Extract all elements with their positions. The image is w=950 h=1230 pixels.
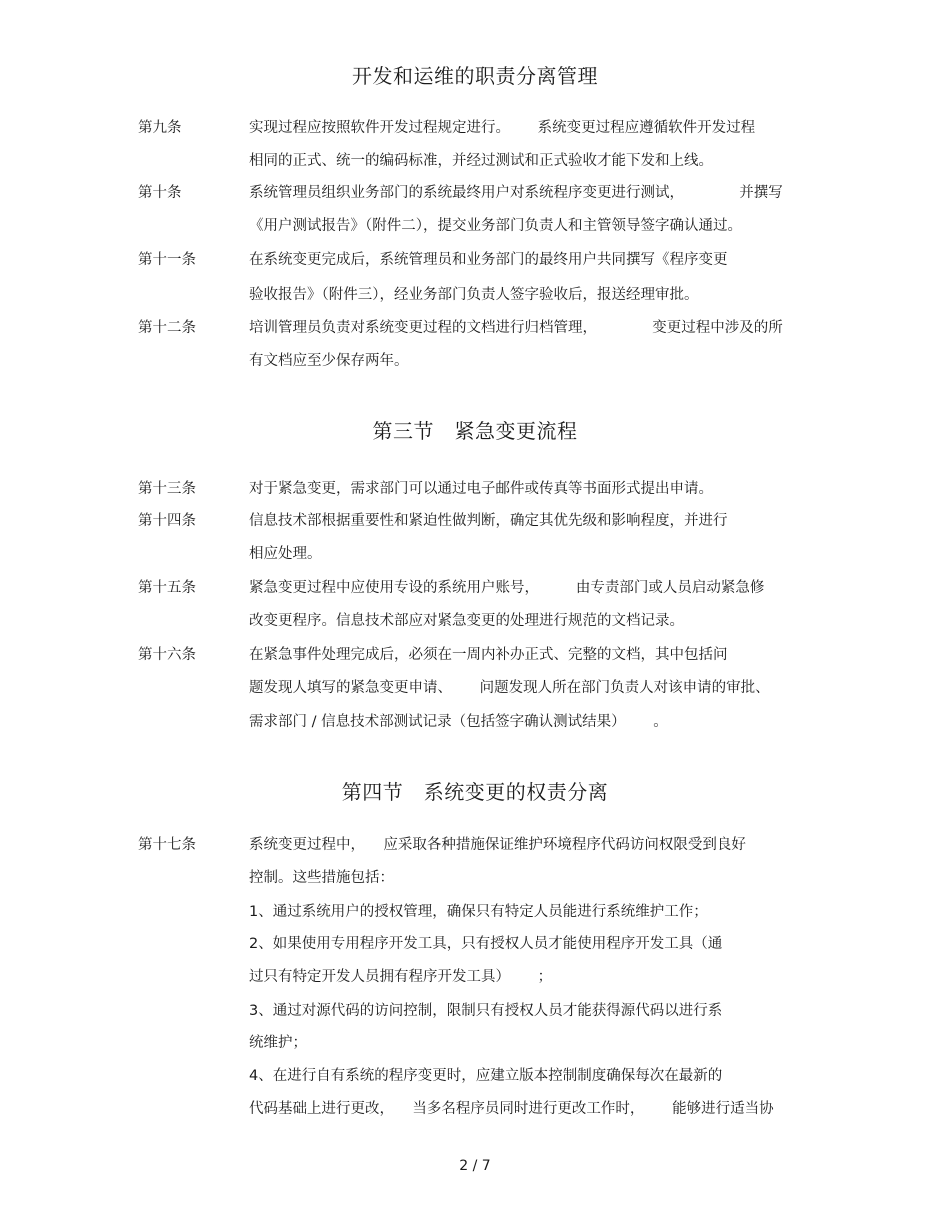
article-text-line: 《用户测试报告》（附件二），提交业务部门负责人和主管领导签字确认通过。 bbox=[249, 218, 742, 234]
article-label: 第十六条 bbox=[138, 647, 196, 663]
article-text-line: 改变更程序。信息技术部应对紧急变更的处理进行规范的文档记录。 bbox=[249, 613, 684, 629]
article-label: 第十四条 bbox=[138, 513, 196, 529]
list-item: 1、通过系统用户的授权管理，确保只有特定人员能进行系统维护工作； bbox=[249, 904, 708, 920]
section-title: 第三节 紧急变更流程 bbox=[372, 419, 578, 443]
article-text-line: 有文档应至少保存两年。 bbox=[249, 353, 409, 369]
article-text-line: 实现过程应按照软件开发过程规定进行。 系统变更过程应遵循软件开发过程 bbox=[249, 120, 756, 136]
article-label: 第十条 bbox=[138, 185, 182, 201]
article-text-line: 控制。这些措施包括： bbox=[249, 870, 394, 886]
article-text-line: 需求部门 / 信息技术部测试记录（包括签字确认测试结果） 。 bbox=[249, 714, 668, 730]
page-number: 2 / 7 bbox=[459, 1158, 491, 1174]
article-text-line: 相应处理。 bbox=[249, 546, 322, 562]
article-label: 第十一条 bbox=[138, 252, 196, 268]
article-label: 第十七条 bbox=[138, 837, 196, 853]
article-label: 第十二条 bbox=[138, 320, 196, 336]
article-text-line: 验收报告》（附件三），经业务部门负责人签字验收后，报送经理审批。 bbox=[249, 287, 699, 303]
article-text-line: 系统管理员组织业务部门的系统最终用户对系统程序变更进行测试， 并撰写 bbox=[249, 185, 783, 201]
article-label: 第十五条 bbox=[138, 580, 196, 596]
article-text-line: 对于紧急变更，需求部门可以通过电子邮件或传真等书面形式提出申请。 bbox=[249, 481, 713, 497]
article-text-line: 在紧急事件处理完成后，必须在一周内补办正式、完整的文档，其中包括问 bbox=[249, 647, 728, 663]
list-item: 4、在进行自有系统的程序变更时，应建立版本控制制度确保每次在最新的 bbox=[249, 1068, 723, 1084]
list-item: 3、通过对源代码的访问控制，限制只有授权人员才能获得源代码以进行系 bbox=[249, 1003, 723, 1019]
list-item-continuation: 过只有特定开发人员拥有程序开发工具） ； bbox=[249, 969, 553, 985]
page-heading: 开发和运维的职责分离管理 bbox=[352, 64, 598, 88]
article-label: 第十三条 bbox=[138, 481, 196, 497]
article-text-line: 系统变更过程中， 应采取各种措施保证维护环境程序代码访问权限受到良好 bbox=[249, 837, 746, 853]
article-text-line: 培训管理员负责对系统变更过程的文档进行归档管理， 变更过程中涉及的所 bbox=[249, 320, 783, 336]
article-text-line: 信息技术部根据重要性和紧迫性做判断，确定其优先级和影响程度，并进行 bbox=[249, 513, 728, 529]
article-text-line: 在系统变更完成后，系统管理员和业务部门的最终用户共同撰写《程序变更 bbox=[249, 252, 728, 268]
article-text-line: 题发现人填写的紧急变更申请、 问题发现人所在部门负责人对该申请的审批、 bbox=[249, 680, 770, 696]
section-title: 第四节 系统变更的权责分离 bbox=[341, 780, 609, 804]
list-item-continuation: 统维护； bbox=[249, 1035, 307, 1051]
list-item: 2、如果使用专用程序开发工具，只有授权人员才能使用程序开发工具（通 bbox=[249, 936, 723, 952]
article-text-line: 相同的正式、统一的编码标准，并经过测试和正式验收才能下发和上线。 bbox=[249, 153, 713, 169]
list-item-continuation: 代码基础上进行更改， 当多名程序员同时进行更改工作时， 能够进行适当协 bbox=[249, 1101, 774, 1117]
article-label: 第九条 bbox=[138, 120, 182, 136]
article-text-line: 紧急变更过程中应使用专设的系统用户账号， 由专责部门或人员启动紧急修 bbox=[249, 580, 765, 596]
